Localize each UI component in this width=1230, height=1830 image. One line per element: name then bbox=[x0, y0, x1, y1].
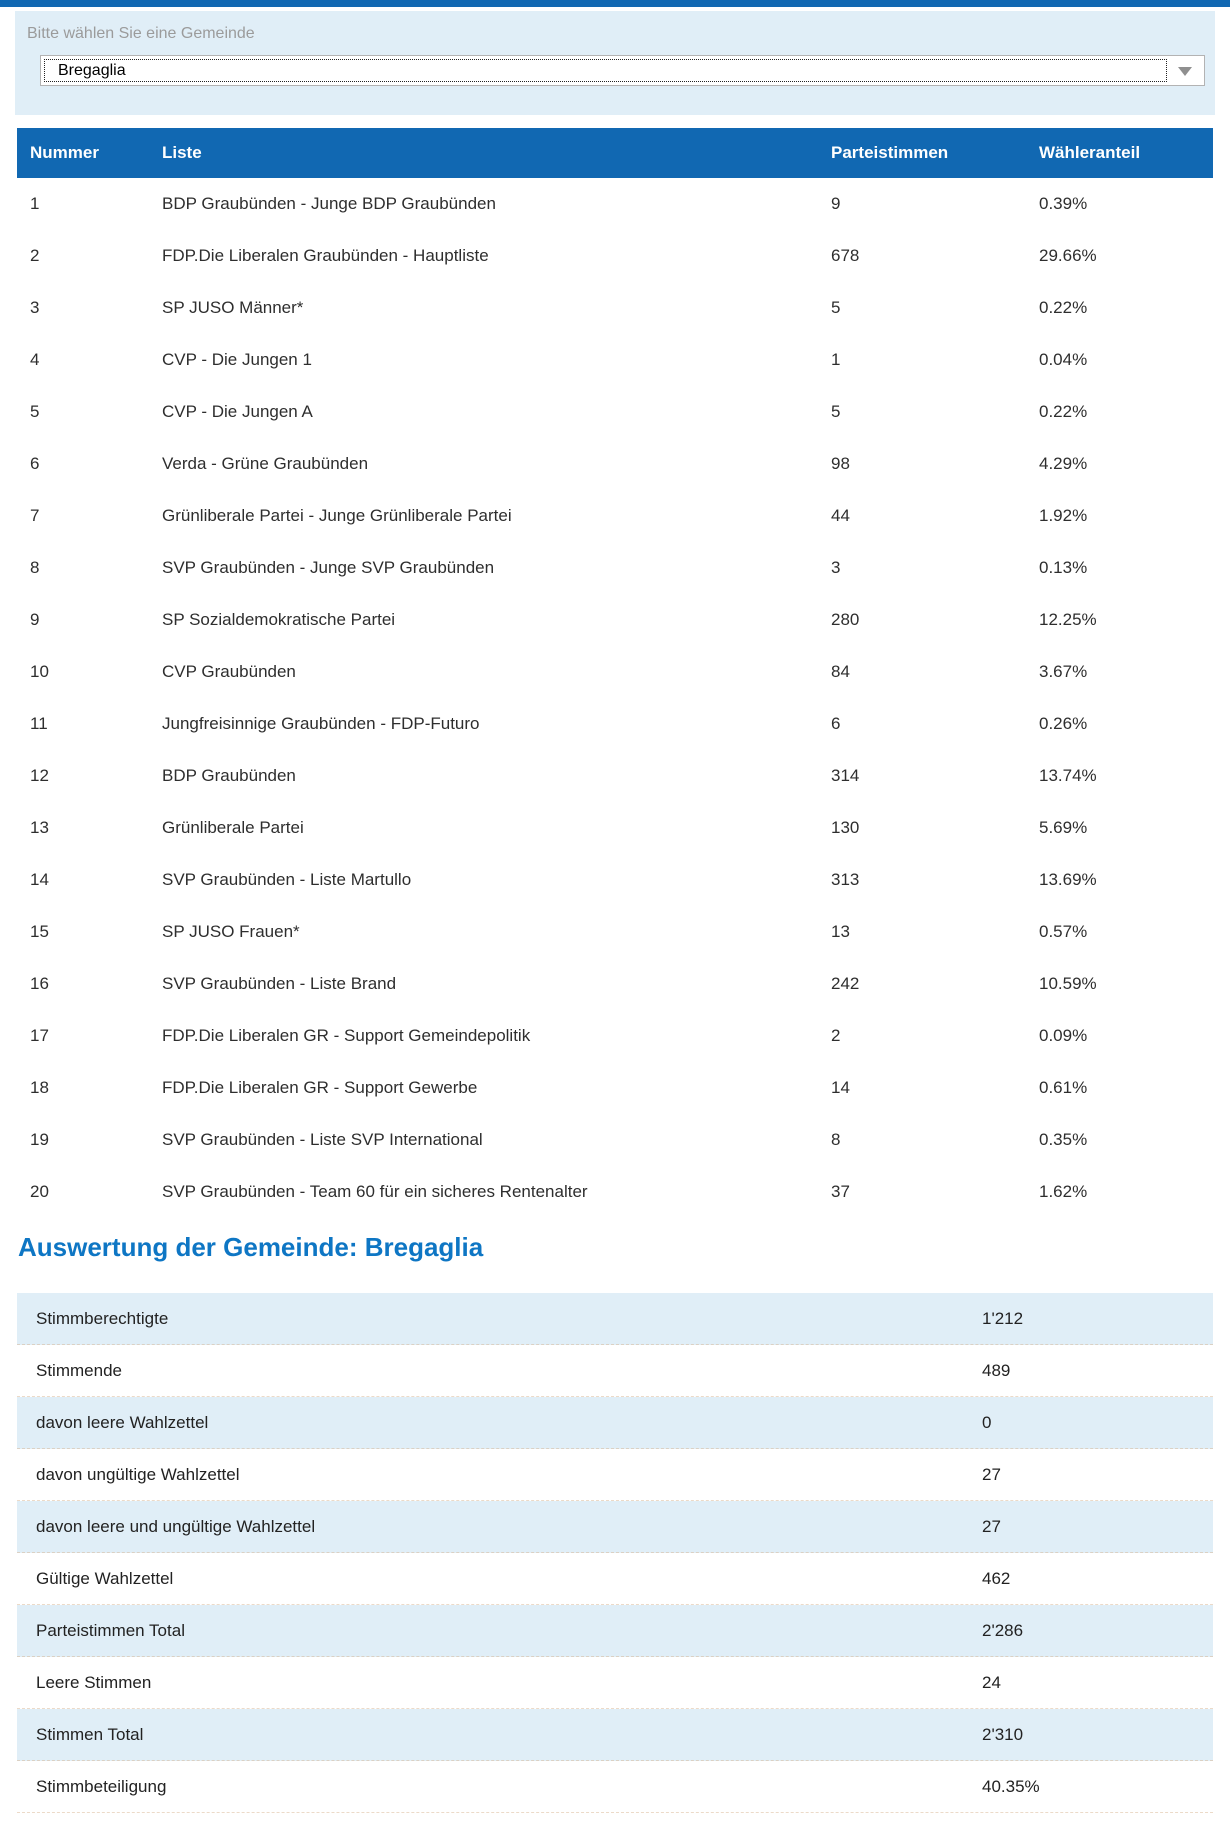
cell-liste: SP Sozialdemokratische Partei bbox=[162, 610, 396, 629]
gemeinde-select-value: Bregaglia bbox=[58, 62, 126, 79]
cell-liste: CVP Graubünden bbox=[162, 662, 296, 681]
table-row bbox=[17, 490, 1213, 542]
summary-value: 489 bbox=[982, 1361, 1011, 1380]
cell-liste: BDP Graubünden - Junge BDP Graubünden bbox=[162, 194, 496, 213]
cell-parteistimmen: 242 bbox=[831, 974, 860, 993]
cell-parteistimmen: 44 bbox=[831, 506, 850, 525]
cell-waehleranteil: 10.59% bbox=[1039, 974, 1097, 993]
cell-nummer: 6 bbox=[30, 454, 40, 473]
party-table-header bbox=[17, 128, 1213, 178]
gemeinde-selector-panel bbox=[15, 11, 1215, 115]
cell-nummer: 18 bbox=[30, 1078, 49, 1097]
table-row bbox=[17, 1010, 1213, 1062]
summary-value: 40.35% bbox=[982, 1777, 1040, 1796]
table-row bbox=[17, 594, 1213, 646]
summary-row bbox=[17, 1293, 1213, 1345]
chevron-down-icon bbox=[1178, 67, 1192, 76]
cell-waehleranteil: 13.69% bbox=[1039, 870, 1097, 889]
summary-label: Stimmende bbox=[36, 1361, 122, 1380]
cell-parteistimmen: 14 bbox=[831, 1078, 850, 1097]
select-focus-outline bbox=[44, 59, 1167, 82]
cell-liste: SVP Graubünden - Team 60 für ein sicheres Rentenalter bbox=[162, 1182, 588, 1201]
summary-row bbox=[17, 1345, 1213, 1397]
gemeinde-select[interactable] bbox=[40, 55, 1205, 86]
column-header-parteistimmen: Parteistimmen bbox=[831, 143, 949, 162]
cell-waehleranteil: 0.39% bbox=[1039, 194, 1088, 213]
cell-parteistimmen: 13 bbox=[831, 922, 850, 941]
cell-parteistimmen: 130 bbox=[831, 818, 860, 837]
cell-waehleranteil: 0.61% bbox=[1039, 1078, 1088, 1097]
cell-nummer: 15 bbox=[30, 922, 49, 941]
cell-nummer: 3 bbox=[30, 298, 40, 317]
cell-nummer: 12 bbox=[30, 766, 49, 785]
cell-parteistimmen: 9 bbox=[831, 194, 841, 213]
cell-parteistimmen: 5 bbox=[831, 402, 841, 421]
table-row bbox=[17, 230, 1213, 282]
cell-waehleranteil: 0.22% bbox=[1039, 298, 1088, 317]
cell-waehleranteil: 0.04% bbox=[1039, 350, 1088, 369]
cell-liste: SVP Graubünden - Junge SVP Graubünden bbox=[162, 558, 495, 577]
top-accent-bar bbox=[0, 0, 1230, 7]
cell-waehleranteil: 13.74% bbox=[1039, 766, 1097, 785]
summary-label: Stimmen Total bbox=[36, 1725, 144, 1744]
cell-nummer: 4 bbox=[30, 350, 40, 369]
table-row bbox=[17, 1062, 1213, 1114]
cell-parteistimmen: 98 bbox=[831, 454, 850, 473]
cell-liste: Grünliberale Partei - Junge Grünliberale Partei bbox=[162, 506, 512, 525]
summary-row bbox=[17, 1449, 1213, 1501]
cell-liste: FDP.Die Liberalen Graubünden - Hauptliste bbox=[162, 246, 489, 265]
cell-waehleranteil: 0.22% bbox=[1039, 402, 1088, 421]
summary-label: Leere Stimmen bbox=[36, 1673, 152, 1692]
cell-liste: SVP Graubünden - Liste Brand bbox=[162, 974, 397, 993]
cell-liste: Jungfreisinnige Graubünden - FDP-Futuro bbox=[162, 714, 480, 733]
party-table-body bbox=[17, 178, 1213, 1218]
cell-nummer: 9 bbox=[30, 610, 40, 629]
cell-waehleranteil: 1.62% bbox=[1039, 1182, 1088, 1201]
summary-row bbox=[17, 1605, 1213, 1657]
summary-value: 0 bbox=[982, 1413, 992, 1432]
party-results-table bbox=[17, 128, 1213, 1218]
summary-row bbox=[17, 1709, 1213, 1761]
table-row bbox=[17, 698, 1213, 750]
cell-waehleranteil: 1.92% bbox=[1039, 506, 1088, 525]
table-row bbox=[17, 438, 1213, 490]
summary-label: davon ungültige Wahlzettel bbox=[36, 1465, 240, 1484]
summary-label: Stimmbeteiligung bbox=[36, 1777, 167, 1796]
summary-label: Parteistimmen Total bbox=[36, 1621, 185, 1640]
cell-liste: CVP - Die Jungen 1 bbox=[162, 350, 312, 369]
cell-liste: Verda - Grüne Graubünden bbox=[162, 454, 369, 473]
gemeinde-select-label: Bitte wählen Sie eine Gemeinde bbox=[27, 25, 255, 42]
results-heading: Auswertung der Gemeinde: Bregaglia bbox=[18, 1232, 484, 1262]
summary-value: 1'212 bbox=[982, 1309, 1024, 1328]
table-row bbox=[17, 1114, 1213, 1166]
cell-nummer: 14 bbox=[30, 870, 49, 889]
summary-row bbox=[17, 1397, 1213, 1449]
cell-nummer: 11 bbox=[30, 714, 48, 733]
cell-nummer: 20 bbox=[30, 1182, 49, 1201]
cell-nummer: 13 bbox=[30, 818, 49, 837]
cell-liste: Grünliberale Partei bbox=[162, 818, 304, 837]
cell-parteistimmen: 678 bbox=[831, 246, 860, 265]
table-row bbox=[17, 646, 1213, 698]
cell-nummer: 1 bbox=[30, 194, 40, 213]
column-header-liste: Liste bbox=[162, 143, 202, 162]
cell-waehleranteil: 0.35% bbox=[1039, 1130, 1088, 1149]
cell-waehleranteil: 3.67% bbox=[1039, 662, 1088, 681]
cell-waehleranteil: 0.09% bbox=[1039, 1026, 1088, 1045]
column-header-waehleranteil: Wähleranteil bbox=[1039, 143, 1141, 162]
summary-value: 462 bbox=[982, 1569, 1011, 1588]
table-row bbox=[17, 282, 1213, 334]
table-row bbox=[17, 178, 1213, 230]
summary-label: Stimmberechtigte bbox=[36, 1309, 169, 1328]
cell-waehleranteil: 29.66% bbox=[1039, 246, 1097, 265]
cell-parteistimmen: 6 bbox=[831, 714, 841, 733]
summary-value: 27 bbox=[982, 1517, 1001, 1536]
cell-liste: CVP - Die Jungen A bbox=[162, 402, 313, 421]
cell-waehleranteil: 0.13% bbox=[1039, 558, 1088, 577]
cell-liste: SP JUSO Männer* bbox=[162, 298, 304, 317]
table-row bbox=[17, 802, 1213, 854]
cell-nummer: 10 bbox=[30, 662, 49, 681]
table-row bbox=[17, 386, 1213, 438]
cell-parteistimmen: 8 bbox=[831, 1130, 841, 1149]
summary-label: Gültige Wahlzettel bbox=[36, 1569, 174, 1588]
summary-row bbox=[17, 1501, 1213, 1553]
cell-parteistimmen: 280 bbox=[831, 610, 860, 629]
cell-parteistimmen: 2 bbox=[831, 1026, 841, 1045]
cell-parteistimmen: 314 bbox=[831, 766, 860, 785]
cell-waehleranteil: 0.26% bbox=[1039, 714, 1088, 733]
summary-row bbox=[17, 1657, 1213, 1709]
cell-waehleranteil: 5.69% bbox=[1039, 818, 1088, 837]
cell-parteistimmen: 84 bbox=[831, 662, 850, 681]
table-row bbox=[17, 334, 1213, 386]
cell-nummer: 16 bbox=[30, 974, 49, 993]
summary-value: 2'286 bbox=[982, 1621, 1024, 1640]
cell-liste: SVP Graubünden - Liste Martullo bbox=[162, 870, 412, 889]
summary-table bbox=[17, 1293, 1213, 1813]
cell-liste: SP JUSO Frauen* bbox=[162, 922, 300, 941]
cell-liste: FDP.Die Liberalen GR - Support Gemeindepolitik bbox=[162, 1026, 531, 1045]
summary-value: 24 bbox=[982, 1673, 1001, 1692]
table-row bbox=[17, 958, 1213, 1010]
summary-label: davon leere und ungültige Wahlzettel bbox=[36, 1517, 316, 1536]
summary-label: davon leere Wahlzettel bbox=[36, 1413, 209, 1432]
table-row bbox=[17, 750, 1213, 802]
cell-waehleranteil: 0.57% bbox=[1039, 922, 1088, 941]
summary-value: 2'310 bbox=[982, 1725, 1024, 1744]
cell-nummer: 2 bbox=[30, 246, 40, 265]
table-row bbox=[17, 542, 1213, 594]
cell-parteistimmen: 3 bbox=[831, 558, 841, 577]
table-row bbox=[17, 854, 1213, 906]
cell-parteistimmen: 1 bbox=[831, 350, 841, 369]
cell-nummer: 8 bbox=[30, 558, 40, 577]
cell-nummer: 17 bbox=[30, 1026, 49, 1045]
cell-parteistimmen: 37 bbox=[831, 1182, 850, 1201]
summary-value: 27 bbox=[982, 1465, 1001, 1484]
cell-nummer: 7 bbox=[30, 506, 40, 525]
cell-liste: FDP.Die Liberalen GR - Support Gewerbe bbox=[162, 1078, 478, 1097]
cell-parteistimmen: 313 bbox=[831, 870, 860, 889]
summary-row bbox=[17, 1761, 1213, 1813]
table-row bbox=[17, 1166, 1213, 1218]
cell-waehleranteil: 12.25% bbox=[1039, 610, 1097, 629]
cell-parteistimmen: 5 bbox=[831, 298, 841, 317]
column-header-nummer: Nummer bbox=[30, 143, 99, 162]
cell-nummer: 19 bbox=[30, 1130, 49, 1149]
cell-nummer: 5 bbox=[30, 402, 40, 421]
cell-liste: SVP Graubünden - Liste SVP International bbox=[162, 1130, 483, 1149]
table-row bbox=[17, 906, 1213, 958]
cell-liste: BDP Graubünden bbox=[162, 766, 296, 785]
cell-waehleranteil: 4.29% bbox=[1039, 454, 1088, 473]
summary-row bbox=[17, 1553, 1213, 1605]
